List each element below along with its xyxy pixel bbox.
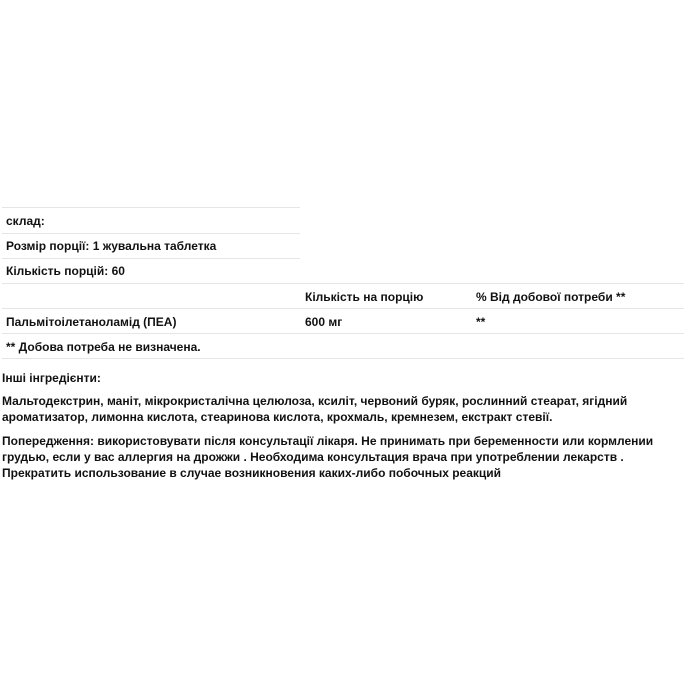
ingredient-daily-value: ** (476, 315, 486, 329)
table-divider (2, 333, 684, 334)
column-header-amount: Кількість на порцію (305, 290, 424, 304)
table-divider-bottom (2, 358, 684, 359)
other-ingredients-heading: Інші інгредієнти: (2, 371, 101, 385)
divider (2, 233, 300, 234)
other-ingredients-text: Мальтодекстрин, маніт, мікрокристалічна целюлоза, ксиліт, червоний буряк, рослинний стеарат, ягідний ароматизатор, лимонна кислота, стеаринова кислота, крохмаль, кремнезем, екстракт стевії. (2, 394, 628, 424)
warning-text: Попередження: використовувати після консультації лікаря. Не принимать при беременности или кормлении грудью, если у вас аллергия на дрожжи . Необходима консультация врача при употреблении лекарств . Прекратить использование в случае возникновения каких-либо побочных реакций (2, 434, 654, 480)
table-divider (2, 308, 684, 309)
table-footnote: ** Добова потреба не визначена. (6, 340, 201, 354)
composition-label: склад: (6, 214, 45, 228)
ingredient-name: Пальмітоілетаноламід (ПЕА) (6, 315, 177, 329)
serving-size: Розмір порції: 1 жувальна таблетка (6, 239, 217, 253)
divider (2, 258, 300, 259)
column-header-daily-value: % Від добової потреби ** (476, 290, 626, 304)
servings-count: Кількість порцій: 60 (6, 264, 125, 278)
table-divider-top (2, 283, 684, 284)
ingredient-amount: 600 мг (305, 315, 343, 329)
divider-top (2, 207, 300, 208)
